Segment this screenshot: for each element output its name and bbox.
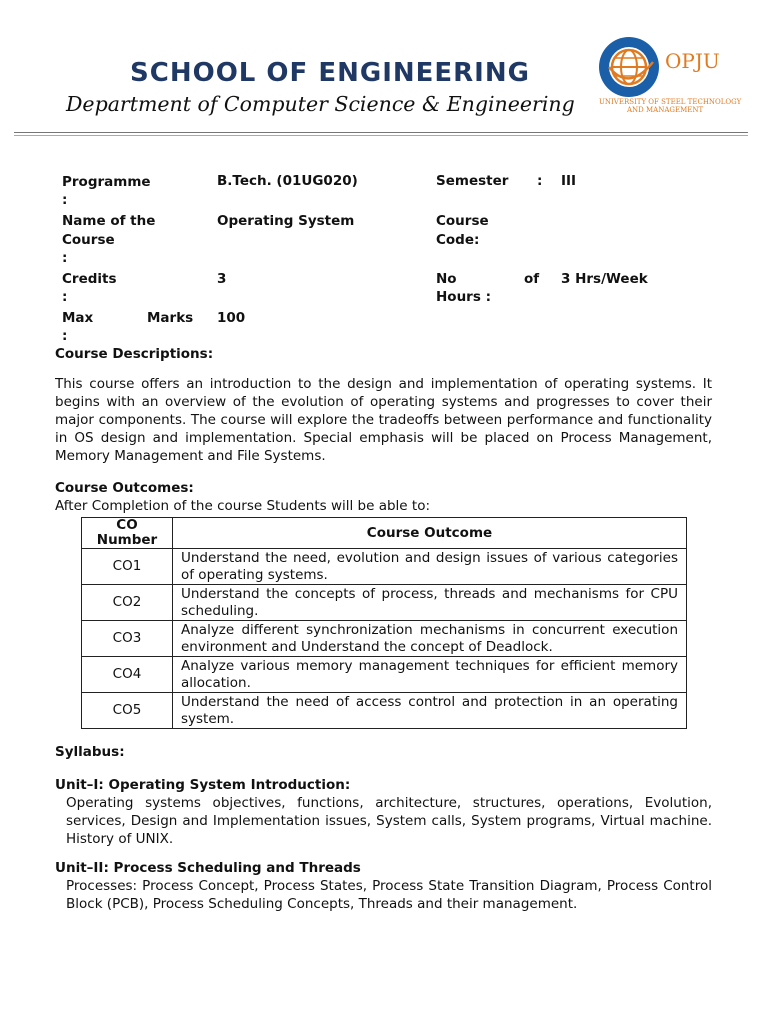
outcomes-intro: After Completion of the course Students will be able to:	[55, 498, 431, 514]
description-text: This course offers an introduction to the design and implementation of operating systems. It begins with an overview of the evolution of operating systems and progresses to cover their major components. The course will explore the tradeoffs between performance and functionality in OS design and implementation. Special emphasis will be placed on Process Management, Memory Management and File Systems.	[55, 376, 712, 464]
max-marks-label-max: Max	[62, 310, 94, 326]
course-name-label-line2: Course	[62, 232, 115, 248]
hours-label-of: of	[524, 271, 540, 287]
university-logo	[597, 32, 747, 120]
course-name-colon: :	[62, 250, 68, 266]
table-row	[82, 549, 687, 585]
max-marks-colon: :	[62, 328, 68, 344]
column-header-co-number: CO Number	[82, 518, 173, 549]
co-number-cell: CO2	[82, 585, 173, 621]
co-outcome-cell: Analyze different synchronization mechanisms in concurrent execution environment and Understand the concept of Deadlock.	[173, 621, 687, 657]
semester-value: III	[561, 173, 577, 189]
logo-subtitle-2: AND MANAGEMENT	[627, 106, 704, 114]
unit2-text: Processes: Process Concept, Process States, Process State Transition Diagram, Process Control Block (PCB), Process Scheduling Concepts, Threads and their management.	[66, 878, 712, 912]
course-code-label-line2: Code:	[436, 232, 480, 248]
hours-label-no: No	[436, 271, 457, 287]
table-row	[82, 585, 687, 621]
co-number-cell: CO4	[82, 657, 173, 693]
table-row	[82, 693, 687, 729]
header-rule	[14, 132, 748, 133]
co-number-cell: CO5	[82, 693, 173, 729]
credits-colon: :	[62, 289, 68, 305]
description-heading: Course Descriptions:	[55, 346, 214, 362]
programme-colon: :	[62, 192, 68, 208]
department-title: Department of Computer Science & Engineering	[66, 92, 575, 116]
unit2-title: Unit–II: Process Scheduling and Threads	[55, 860, 361, 876]
logo-subtitle-1: UNIVERSITY OF STEEL TECHNOLOGY	[599, 98, 742, 106]
semester-colon: :	[537, 173, 543, 189]
table-row	[82, 657, 687, 693]
school-title: SCHOOL OF ENGINEERING	[130, 58, 530, 88]
hours-label-line2: Hours :	[436, 289, 491, 305]
co-outcome-cell: Understand the need, evolution and design issues of various categories of operating systems.	[173, 549, 687, 585]
co-number-cell: CO3	[82, 621, 173, 657]
co-number-cell: CO1	[82, 549, 173, 585]
co-outcome-cell: Understand the concepts of process, threads and mechanisms for CPU scheduling.	[173, 585, 687, 621]
max-marks-value: 100	[217, 310, 246, 326]
header-rule-secondary	[14, 135, 748, 136]
co-outcome-cell: Understand the need of access control and protection in an operating system.	[173, 693, 687, 729]
co-outcome-cell: Analyze various memory management techniques for efficient memory allocation.	[173, 657, 687, 693]
credits-value: 3	[217, 271, 227, 287]
course-outcomes-table	[81, 517, 687, 729]
credits-label: Credits	[62, 271, 117, 287]
table-row	[82, 621, 687, 657]
unit1-title: Unit–I: Operating System Introduction:	[55, 777, 351, 793]
globe-logo-icon	[597, 32, 747, 120]
logo-text: OPJU	[665, 49, 720, 73]
outcomes-heading: Course Outcomes:	[55, 480, 194, 496]
programme-value: B.Tech. (01UG020)	[217, 173, 358, 189]
unit1-text: Operating systems objectives, functions, architecture, structures, operations, Evolution, services, Design and Implementation issues, System calls, System programs, Virtual machine. History of UNIX.	[66, 795, 712, 847]
course-name-label-line1: Name of the	[62, 213, 156, 229]
column-header-course-outcome: Course Outcome	[173, 518, 687, 549]
max-marks-label-marks: Marks	[147, 310, 194, 326]
course-name-value: Operating System	[217, 213, 355, 229]
table-header-row	[82, 518, 687, 549]
semester-label: Semester	[436, 173, 509, 189]
course-code-label-line1: Course	[436, 213, 489, 229]
syllabus-heading: Syllabus:	[55, 744, 125, 760]
programme-label: Programme	[62, 174, 151, 190]
hours-value: 3 Hrs/Week	[561, 271, 648, 287]
